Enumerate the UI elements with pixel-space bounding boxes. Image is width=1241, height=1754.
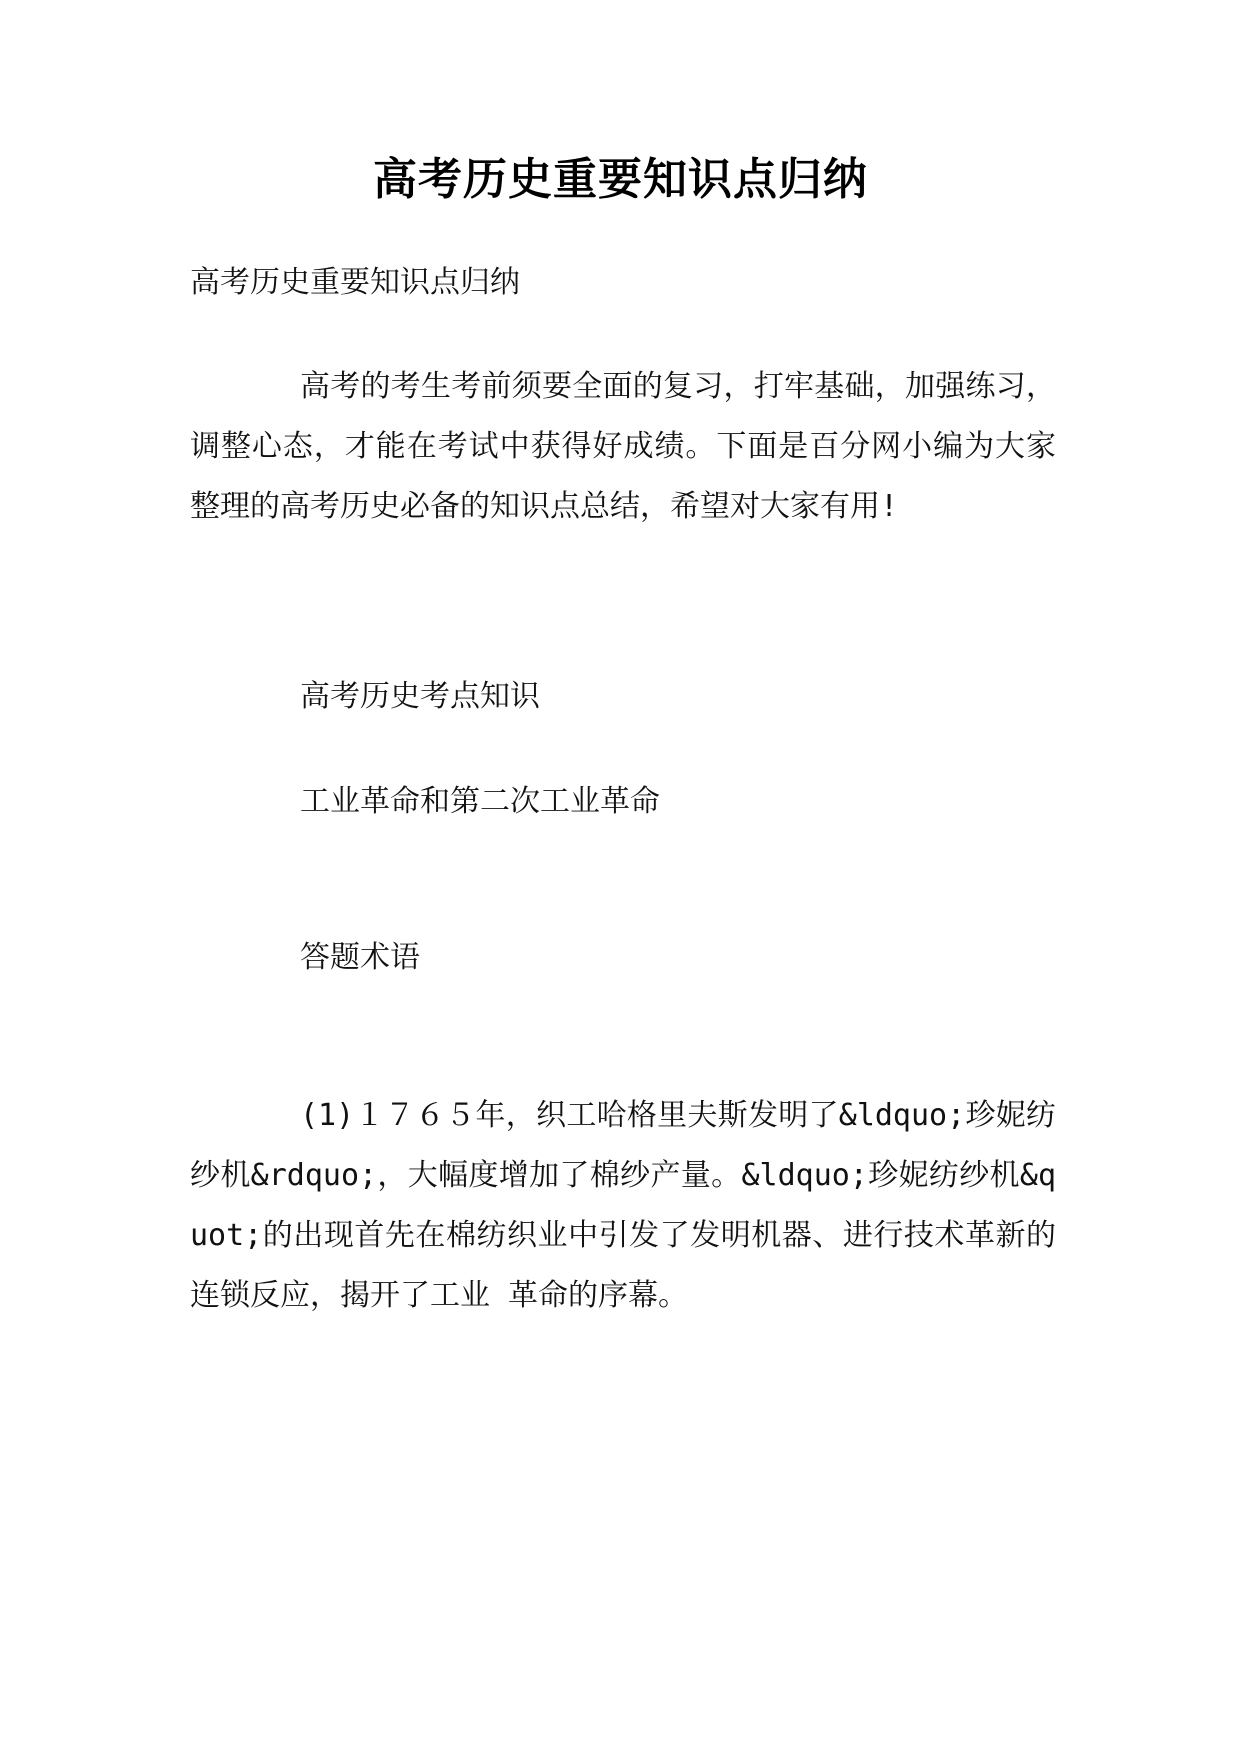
topic-heading-block bbox=[190, 772, 1056, 832]
intro-paragraph: 高考的考生考前须要全面的复习，打牢基础，加强练习，调整心态，才能在考试中获得好成绩。下面是百分网小编为大家整理的高考历史必备的知识点总结，希望对大家有用! bbox=[190, 369, 1056, 524]
document-subtitle: 高考历史重要知识点归纳 bbox=[190, 265, 520, 300]
point-1-paragraph: (1)１７６５年，织工哈格里夫斯发明了&ldquo;珍妮纺纱机&rdquo;，大幅度增加了棉纱产量。&ldquo;珍妮纺纱机&quot;的出现首先在棉纺织业中引发了发明机器、进行技术革新的连锁反应，揭开了工业 革命的序幕。 bbox=[190, 1098, 1056, 1313]
point-1-block bbox=[190, 1086, 1056, 1326]
section-heading: 高考历史考点知识 bbox=[300, 679, 540, 714]
terms-heading-block bbox=[190, 928, 1056, 988]
section-heading-block bbox=[190, 667, 1056, 727]
terms-heading: 答题术语 bbox=[300, 940, 420, 975]
topic-heading: 工业革命和第二次工业革命 bbox=[300, 784, 660, 819]
subtitle-block bbox=[190, 253, 1056, 313]
intro-block bbox=[190, 357, 1056, 537]
document-title: 高考历史重要知识点归纳 bbox=[373, 154, 868, 205]
